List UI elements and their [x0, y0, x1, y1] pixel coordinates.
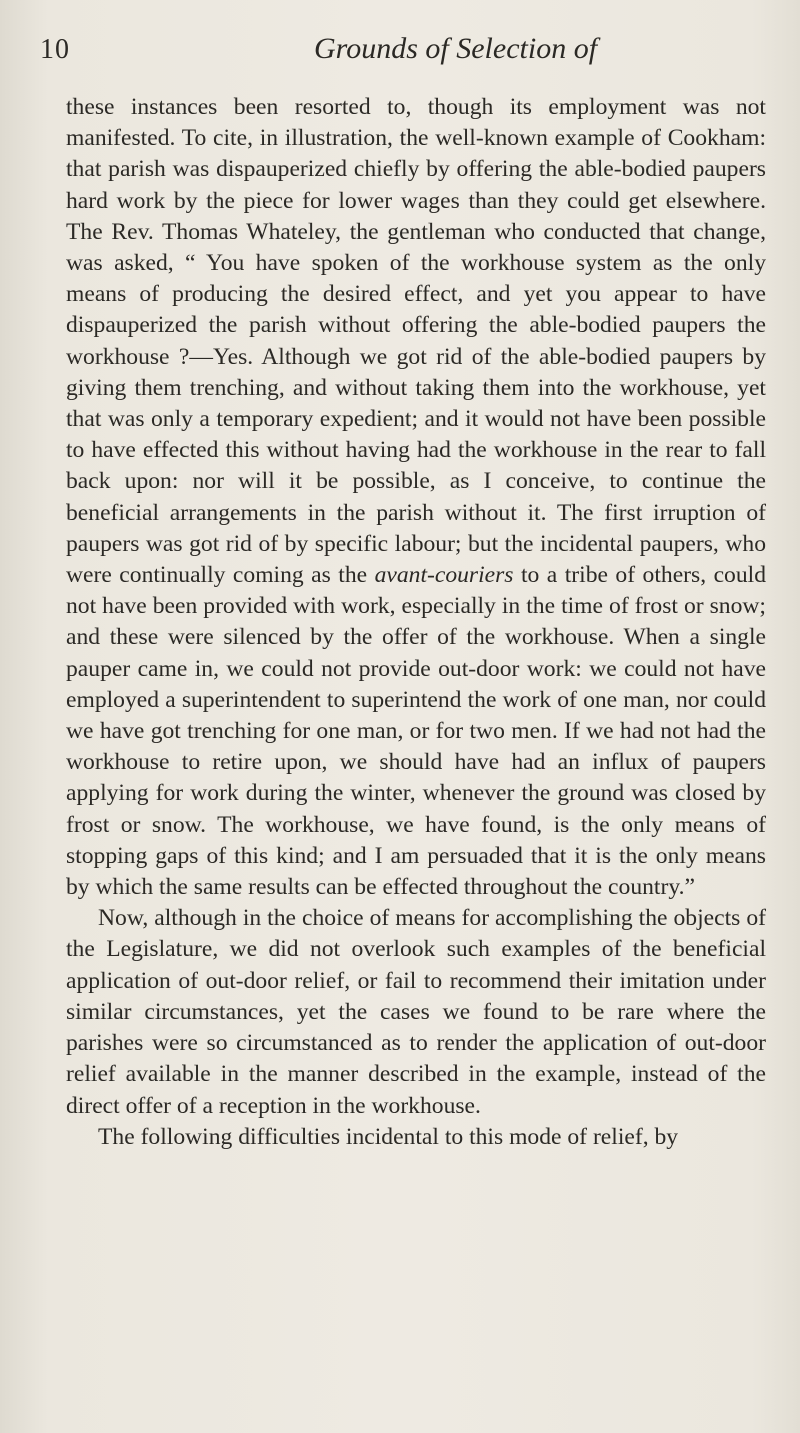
paragraph-2: Now, although in the choice of means for accomplishing the objects of the Legislature, we did not overlook such examples of the beneficial application of out-door relief, or fail to recommend their imitation under similar circumstances, yet the cases we found to be rare where the parishes were so circumstanced as to render the application of out-door relief available in the manner described in the example, instead of the direct offer of a reception in the workhouse.: [66, 905, 766, 1119]
body-text: [66, 92, 766, 1153]
paragraph-1: [66, 92, 766, 903]
page-number: 10: [40, 34, 70, 65]
page-header: [40, 30, 760, 70]
paragraph-1-text-b: to a tribe of others, could not have been provided with work, especially in the time of frost or snow; and these were silenced by the offer of the workhouse. When a single pauper came in, we could not provide out-door work: we could not have employed a superintendent to superintend the work of one man, nor could we have got trenching for one man, or for two men. If we had not had the workhouse to retire upon, we should have had an influx of paupers applying for work during the winter, whenever the ground was closed by frost or snow. The workhouse, we have found, is the only means of stopping gaps of this kind; and I am persuaded that it is the only means by which the same results can be effected throughout the country.”: [66, 562, 766, 901]
running-title: Grounds of Selection of: [314, 32, 598, 65]
paragraph-1-text-a: these instances been resorted to, though its employment was not manifested. To cite, in illustration, the well-known example of Cookham: that parish was dispauperized chiefly by offering the able-bodied paupers hard work by the piece for lower wages than they could get elsewhere. The Rev. Thomas Whateley, the gentleman who conducted that change, was asked, “ You have spoken of the workhouse system as the only means of producing the desired effect, and yet you appear to have dispauperized the parish without offering the able-bodied paupers the workhouse ?—Yes. Although we got rid of the able-bodied paupers by giving them trenching, and without taking them into the workhouse, yet that was only a temporary expedient; and it would not have been possible to have effected this without having had the workhouse in the rear to fall back upon: nor will it be possible, as I conceive, to continue the beneficial arrangements in the parish without it. The first irruption of paupers was got rid of by specific labour; but the incidental paupers, who were continually coming as the: [66, 94, 766, 589]
paragraph-3: The following difficulties incidental to this mode of relief, by: [98, 1123, 679, 1150]
paragraph-1-italic-term: avant-couriers: [374, 562, 514, 589]
